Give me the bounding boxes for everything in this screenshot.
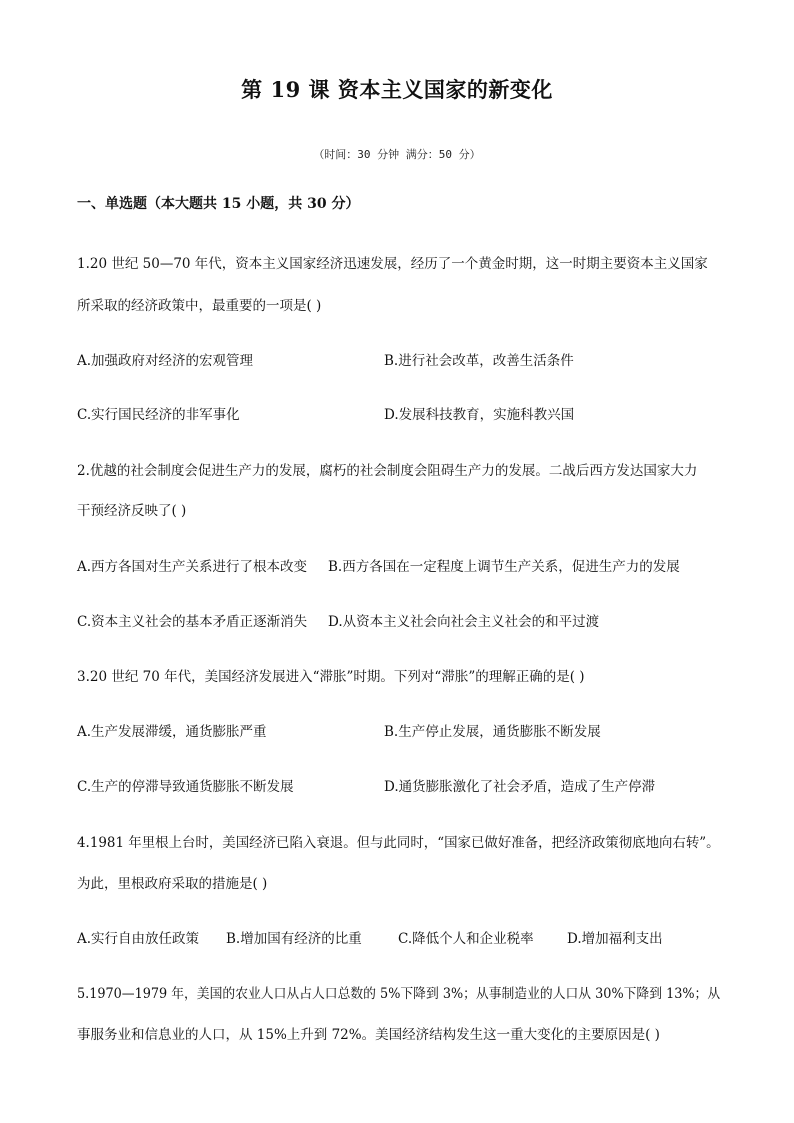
question-1-line-2: 所采取的经济政策中，最重要的一项是( ) — [77, 298, 322, 314]
question-3-option-c[interactable]: C.生产的停滞导致通货膨胀不断发展 — [77, 779, 294, 795]
question-3-option-a[interactable]: A.生产发展滞缓，通货膨胀严重 — [77, 724, 267, 740]
exam-time-score: （时间：30 分钟 满分：50 分） — [313, 148, 481, 161]
question-4-option-c[interactable]: C.降低个人和企业税率 — [398, 931, 534, 947]
question-4-option-b[interactable]: B.增加国有经济的比重 — [226, 931, 362, 947]
question-1-line-1: 1.20 世纪 50—70 年代，资本主义国家经济迅速发展，经历了一个黄金时期，这一时期主要资本主义国家 — [77, 256, 708, 272]
question-2-line-2: 干预经济反映了( ) — [77, 503, 187, 519]
question-2-line-1: 2.优越的社会制度会促进生产力的发展，腐朽的社会制度会阻碍生产力的发展。二战后西方发达国家大力 — [77, 463, 698, 479]
question-3-option-b[interactable]: B.生产停止发展，通货膨胀不断发展 — [384, 724, 601, 740]
question-2-option-c[interactable]: C.资本主义社会的基本矛盾正逐渐消失 — [77, 614, 308, 630]
section-heading: 一、单选题（本大题共 15 小题，共 30 分） — [77, 196, 360, 212]
page-title: 第 19 课 资本主义国家的新变化 — [241, 77, 553, 102]
question-3-option-d[interactable]: D.通货膨胀激化了社会矛盾，造成了生产停滞 — [384, 779, 656, 795]
question-2-option-a[interactable]: A.西方各国对生产关系进行了根本改变 — [77, 559, 308, 575]
question-5-line-1: 5.1970—1979 年，美国的农业人口从占人口总数的 5%下降到 3%；从事制造业的人口从 30%下降到 13%；从 — [77, 986, 721, 1002]
question-3-line-1: 3.20 世纪 70 年代，美国经济发展进入“滞胀”时期。下列对“滞胀”的理解正确的是( ) — [77, 669, 585, 685]
question-2-option-b[interactable]: B.西方各国在一定程度上调节生产关系，促进生产力的发展 — [328, 559, 680, 575]
question-2-option-d[interactable]: D.从资本主义社会向社会主义社会的和平过渡 — [328, 614, 600, 630]
question-4-line-1: 4.1981 年里根上台时，美国经济已陷入衰退。但与此同时，“国家已做好准备，把经济政策彻底地向右转”。 — [77, 835, 720, 851]
question-5-line-2: 事服务业和信息业的人口，从 15%上升到 72%。美国经济结构发生这一重大变化的主要原因是( ) — [77, 1027, 660, 1043]
question-1-option-d[interactable]: D.发展科技教育，实施科教兴国 — [384, 407, 575, 423]
question-4-option-a[interactable]: A.实行自由放任政策 — [77, 931, 200, 947]
question-1-option-a[interactable]: A.加强政府对经济的宏观管理 — [77, 353, 254, 369]
question-1-option-c[interactable]: C.实行国民经济的非军事化 — [77, 407, 240, 423]
question-1-option-b[interactable]: B.进行社会改革，改善生活条件 — [384, 353, 574, 369]
question-4-option-d[interactable]: D.增加福利支出 — [567, 931, 663, 947]
question-4-line-2: 为此，里根政府采取的措施是( ) — [77, 876, 268, 892]
